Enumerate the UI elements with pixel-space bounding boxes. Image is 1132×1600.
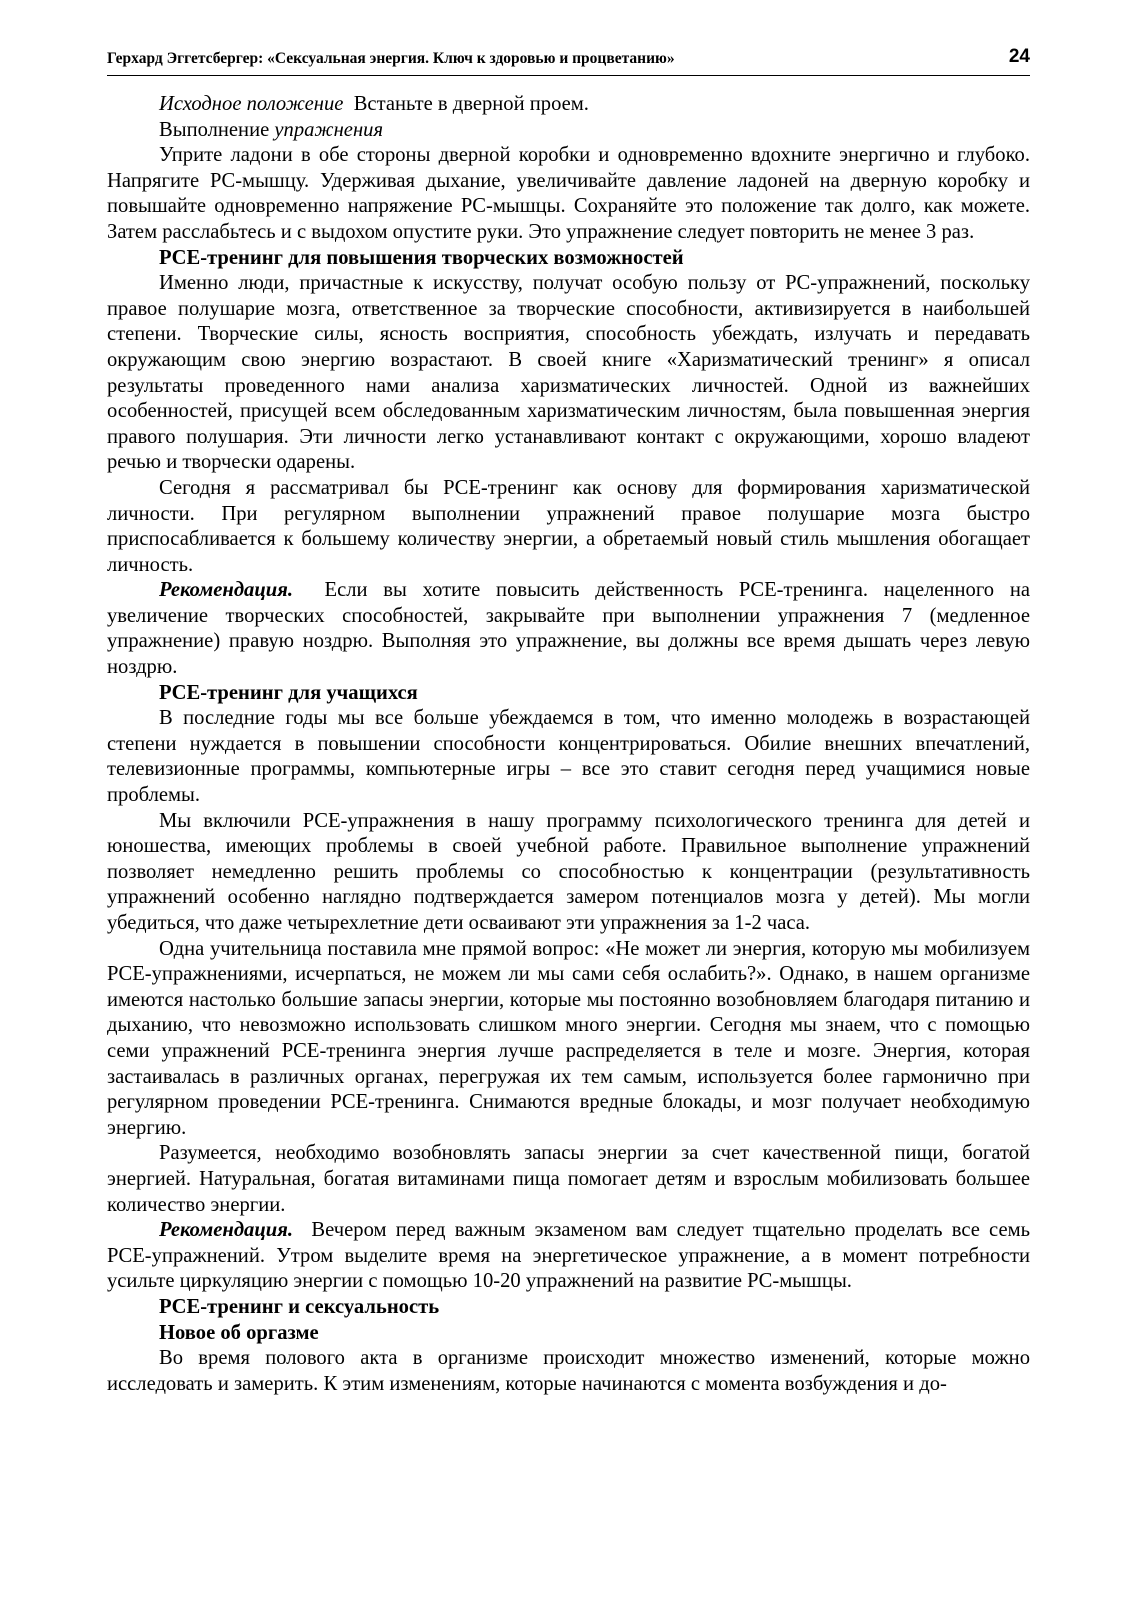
body-text: [107, 92, 1030, 1397]
recommendation-2: [107, 1218, 1030, 1295]
recommendation-1: [107, 578, 1030, 680]
recommendation-1-label: Рекомендация.: [159, 579, 293, 602]
execution-label: Выполнение: [159, 118, 270, 141]
paragraph-6: Одна учительница поставила мне прямой вопрос: «Не может ли энергия, которую мы мобилизуем PCE-упражнениями, исчерпаться, не можем ли мы сами себя ослабить?». Однако, в нашем организме имеются настолько большие запасы энергии, которые мы постоянно возобновляем благодаря питанию и дыханию, что невозможно использовать слишком много энергии. Сегодня мы знаем, что с помощью семи упражнений PCE-тренинга энергия лучше распределяется в теле и мозге. Энергия, которая застаивалась в различных органах, перегружая их тем самым, используется более гармонично при регулярном проведении PCE-тренинга. Снимаются вредные блокады, и мозг получает необходимую энергию.: [107, 937, 1030, 1139]
running-title: Герхард Эггетсбергер: «Сексуальная энергия. Ключ к здоровью и процветанию»: [107, 50, 675, 67]
recommendation-2-label: Рекомендация.: [159, 1219, 293, 1242]
paragraph-1: Уприте ладони в обе стороны дверной коробки и одновременно вдохните энергично и глубоко. Напрягите PC-мышцу. Удерживая дыхание, увеличивайте давление ладоней на дверную коробку и повышайте одновременно напряжение PC-мышцы. Сохраняйте это положение так долго, как можете. Затем расслабьтесь и с выдохом опустите руки. Это упражнение следует повторить не менее 3 раз.: [107, 144, 1030, 243]
execution-label-italic: упражнения: [274, 118, 384, 141]
recommendation-1-text: Если вы хотите повысить действенность PCE-тренинга. нацеленного на увеличение творческих способностей, закрывайте при выполнении упражнения 7 (медленное упражнение) правую ноздрю. Выполняя это упражнение, вы должны все время дышать через левую ноздрю.: [107, 579, 1030, 679]
heading-students: PCE-тренинг для учащихся: [159, 681, 418, 704]
paragraph-2: Именно люди, причастные к искусству, получат особую пользу от PC-упражнений, поскольку правое полушарие мозга, ответственное за творческие способности, активизируется в наибольшей степени. Творческие силы, ясность восприятия, способность убеждать, излучать и передавать окружающим свою энергию возрастают. В своей книге «Харизматический тренинг» я описал результаты проведенного нами анализа харизматических личностей. Одной из важнейших особенностей, присущей всем обследованным харизматическим личностям, была повышенная энергия правого полушария. Эти личности легко устанавливают контакт с окружающими, хорошо владеют речью и творчески одарены.: [107, 272, 1030, 474]
paragraph-7: Разумеется, необходимо возобновлять запасы энергии за счет качественной пищи, богатой энергией. Натуральная, богатая витаминами пища помогает детям и взрослым мобилизовать большее количество энергии.: [107, 1142, 1030, 1216]
paragraph-3: Сегодня я рассматривал бы PCE-тренинг как основу для формирования харизматической личности. При регулярном выполнении упражнений правое полушарие мозга быстро приспосабливается к большему количеству энергии, а обретаемый новый стиль мышления обогащает личность.: [107, 476, 1030, 576]
start-position-text: Встаньте в дверной проем.: [353, 93, 589, 115]
heading-sexuality: PCE-тренинг и сексуальность: [159, 1295, 440, 1318]
start-position-label: Исходное положение: [159, 93, 344, 115]
header-rule: [107, 75, 1030, 76]
page-number: 24: [1008, 46, 1030, 67]
paragraph-5: Мы включили PCE-упражнения в нашу программу психологического тренинга для детей и юношества, имеющих проблемы в своей учебной работе. Правильное выполнение упражнений позволяет немедленно решить проблемы со способностью к концентрации (результативность упражнений особенно наглядно подтверждается замером потенциалов мозга у детей). Мы могли убедиться, что даже четырехлетние дети осваивают эти упражнения за 1-2 часа.: [107, 809, 1030, 934]
paragraph-8: Во время полового акта в организме происходит множество изменений, которые можно исследовать и замерить. К этим изменениям, которые начинаются с момента возбуждения и до-: [107, 1347, 1030, 1395]
start-position-line: [107, 92, 1030, 118]
execution-line: [107, 118, 1030, 144]
heading-creative-training: PCE-тренинг для повышения творческих возможностей: [159, 246, 684, 269]
recommendation-2-text: Вечером перед важным экзаменом вам следует тщательно проделать все семь PCE-упражнений. Утром выделите время на энергетическое упражнение, а в момент потребности усильте циркуляцию энергии с помощью 10-20 упражнений на развитие PC-мышцы.: [107, 1219, 1031, 1293]
paragraph-4: В последние годы мы все больше убеждаемся в том, что именно молодежь в возрастающей степени нуждается в повышении способности концентрироваться. Обилие внешних впечатлений, телевизионные программы, компьютерные игры – все это ставит сегодня перед учащимися новые проблемы.: [107, 707, 1030, 807]
heading-orgasm: Новое об оргазме: [159, 1321, 319, 1344]
